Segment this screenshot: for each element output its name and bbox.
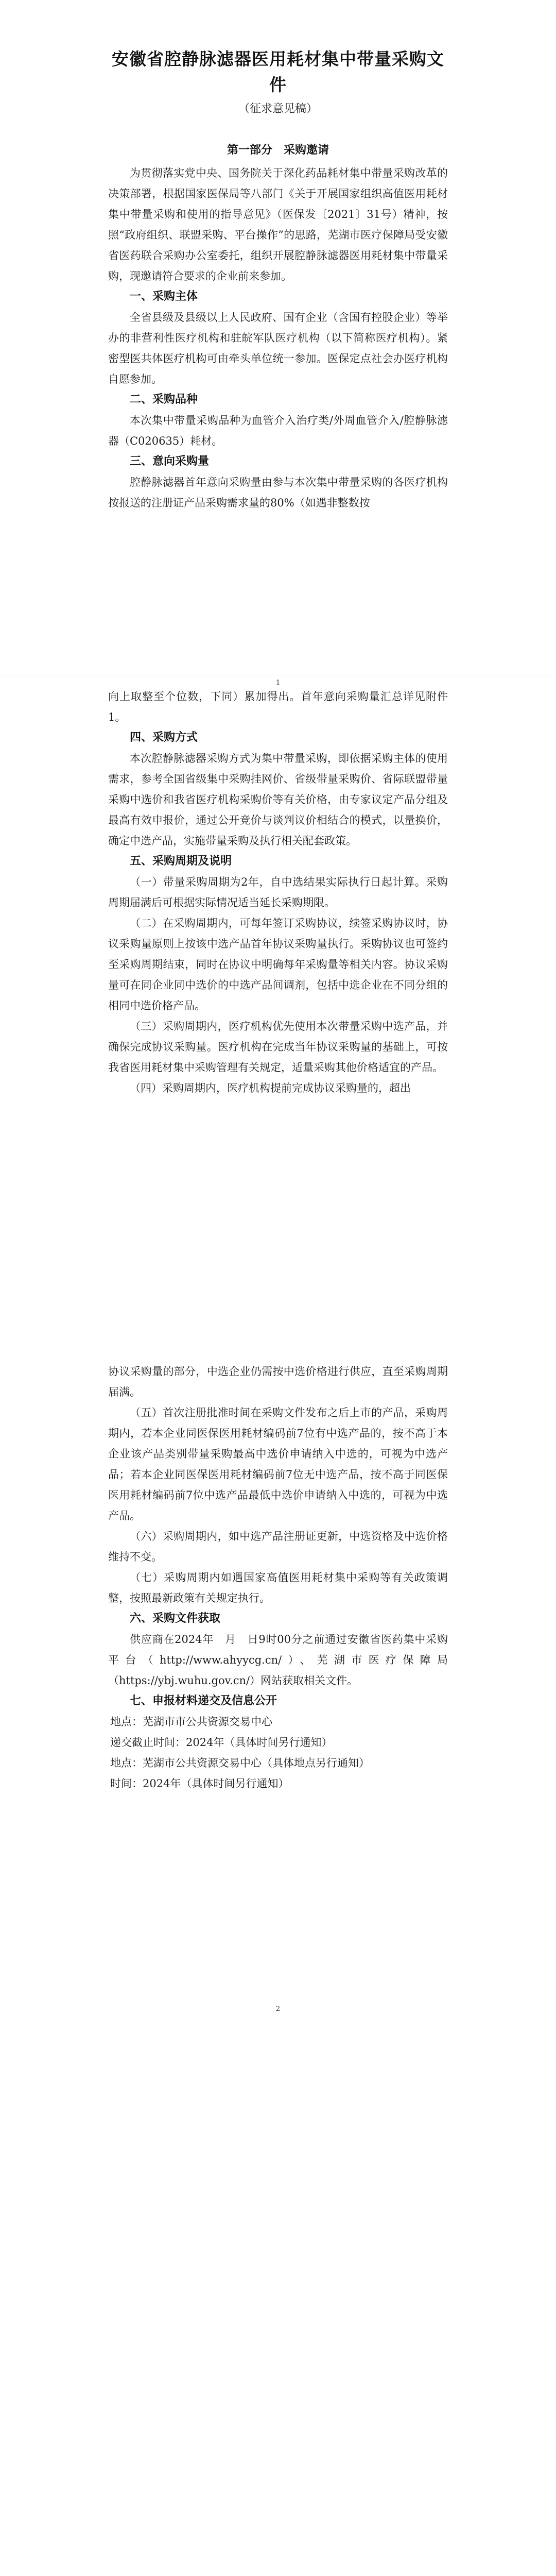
- section-4-heading: 四、采购方式: [130, 731, 198, 744]
- opening-location: 地点：芜湖市公共资源交易中心（具体地点另行通知）: [110, 1757, 370, 1769]
- part-title: 第一部分 采购邀请: [227, 144, 329, 157]
- submission-location: 地点：芜湖市市公共资源交易中心: [110, 1716, 272, 1728]
- section-2-text: 本次集中带量采购品种为血管介入治疗类/外周血管介入/腔静脉滤器（C020635）耗材。: [108, 414, 448, 447]
- page-2-content: [108, 686, 448, 1098]
- section-2-heading: 二、采购品种: [130, 393, 198, 406]
- section-7-heading: 七、申报材料递交及信息公开: [130, 1694, 277, 1707]
- page-number-2: 2: [275, 2005, 281, 2013]
- section-5-heading: 五、采购周期及说明: [130, 855, 232, 868]
- section-5-item-4-part-1: （四）采购周期内，医疗机构提前完成协议采购量的，超出: [130, 1082, 411, 1094]
- section-5-item-7: （七）采购周期内如遇国家高值医用耗材集中采购等有关政策调整，按照最新政策有关规定执行。: [108, 1571, 448, 1604]
- section-1-heading: 一、采购主体: [130, 290, 198, 303]
- document-title: 安徽省腔静脉滤器医用耗材集中带量采购文件: [112, 49, 444, 95]
- section-6-text: 供应商在2024年 月 日9时00分之前通过安徽省医药集中采购平台（http://www.ahyycg.cn/）、芜湖市医疗保障局（https://ybj.wuhu.gov.cn/）网站获取相关文件。: [108, 1633, 448, 1687]
- section-1-text: 全省县级及县级以上人民政府、国有企业（含国有控股企业）等举办的非营利性医疗机构和驻皖军队医疗机构（以下简称医疗机构）。紧密型医共体医疗机构可由牵头单位统一参加。医保定点社会办医疗机构自愿参加。: [108, 311, 448, 385]
- section-5-item-5: （五）首次注册批准时间在采购文件发布之后上市的产品，采购周期内，若本企业同医保医用耗材编码前7位有中选产品的，按不高于本企业该产品类别带量采购最高中选价申请纳入中选的，可视为中选产品；若本企业同医保医用耗材编码前7位无中选产品，按不高于同医保医用耗材编码前7位中选产品最低中选价申请纳入中选的，可视为中选产品。: [108, 1406, 448, 1522]
- submission-deadline: 递交截止时间：2024年（具体时间另行通知）: [110, 1736, 333, 1749]
- section-6-heading: 六、采购文件获取: [130, 1612, 221, 1625]
- section-3-text-part-1: 腔静脉滤器首年意向采购量由参与本次集中带量采购的各医疗机构按报送的注册证产品采购需求量的80%（如遇非整数按: [108, 476, 448, 509]
- section-5-item-1: （一）带量采购周期为2年，自中选结果实际执行日起计算。采购周期届满后可根据实际情况适当延长采购期限。: [108, 876, 448, 909]
- section-5-item-4-part-2: 协议采购量的部分，中选企业仍需按中选价格进行供应，直至采购周期届满。: [108, 1365, 448, 1398]
- page-number-1: 1: [275, 679, 281, 687]
- section-5-item-6: （六）采购周期内，如中选产品注册证更新，中选资格及中选价格维持不变。: [108, 1530, 448, 1563]
- section-3-heading: 三、意向采购量: [130, 455, 210, 468]
- page-3-content: [108, 1361, 448, 1794]
- intro-paragraph: 为贯彻落实党中央、国务院关于深化药品耗材集中带量采购改革的决策部署，根据国家医保局等八部门《关于开展国家组织高值医用耗材集中带量采购和使用的指导意见》（医保发〔2021〕31号）精神，按照“政府组织、联盟采购、平台操作”的思路，芜湖市医疗保障局受安徽省医药联合采购办公室委托，组织开展腔静脉滤器医用耗材集中带量采购，现邀请符合要求的企业前来参加。: [108, 167, 448, 282]
- section-5-item-3: （三）采购周期内，医疗机构优先使用本次带量采购中选产品，并确保完成协议采购量。医疗机构在完成当年协议采购量的基础上，可按我省医用耗材集中采购管理有关规定，适量采购其他价格适宜的产品。: [108, 1020, 448, 1074]
- section-5-item-2: （二）在采购周期内，可每年签订采购协议，续签采购协议时，协议采购量原则上按该中选产品首年协议采购量执行。采购协议也可签约至采购周期结束，同时在协议中明确每年采购量等相关内容。协议采购量可在同企业同中选价的中选产品间调剂，包括中选企业在不同分组的相同中选价格产品。: [108, 917, 448, 1012]
- page-1-content: [108, 46, 448, 513]
- document-page-3: [0, 1350, 556, 2022]
- document-page-1: [0, 0, 556, 687]
- section-3-text-part-2: 向上取整至个位数，下同）累加得出。首年意向采购量汇总详见附件1。: [108, 690, 448, 723]
- opening-time: 时间：2024年（具体时间另行通知）: [110, 1777, 289, 1790]
- section-4-text: 本次腔静脉滤器采购方式为集中带量采购，即依据采购主体的使用需求，参考全国省级集中采购挂网价、省级带量采购价、省际联盟带量采购中选价和我省医疗机构采购价等有关价格，由专家议定产品分组及最高有效申报价，通过公开竞价与谈判议价相结合的模式，以量换价，确定中选产品，实施带量采购及执行相关配套政策。: [108, 752, 448, 847]
- document-subtitle: （征求意见稿）: [238, 103, 318, 115]
